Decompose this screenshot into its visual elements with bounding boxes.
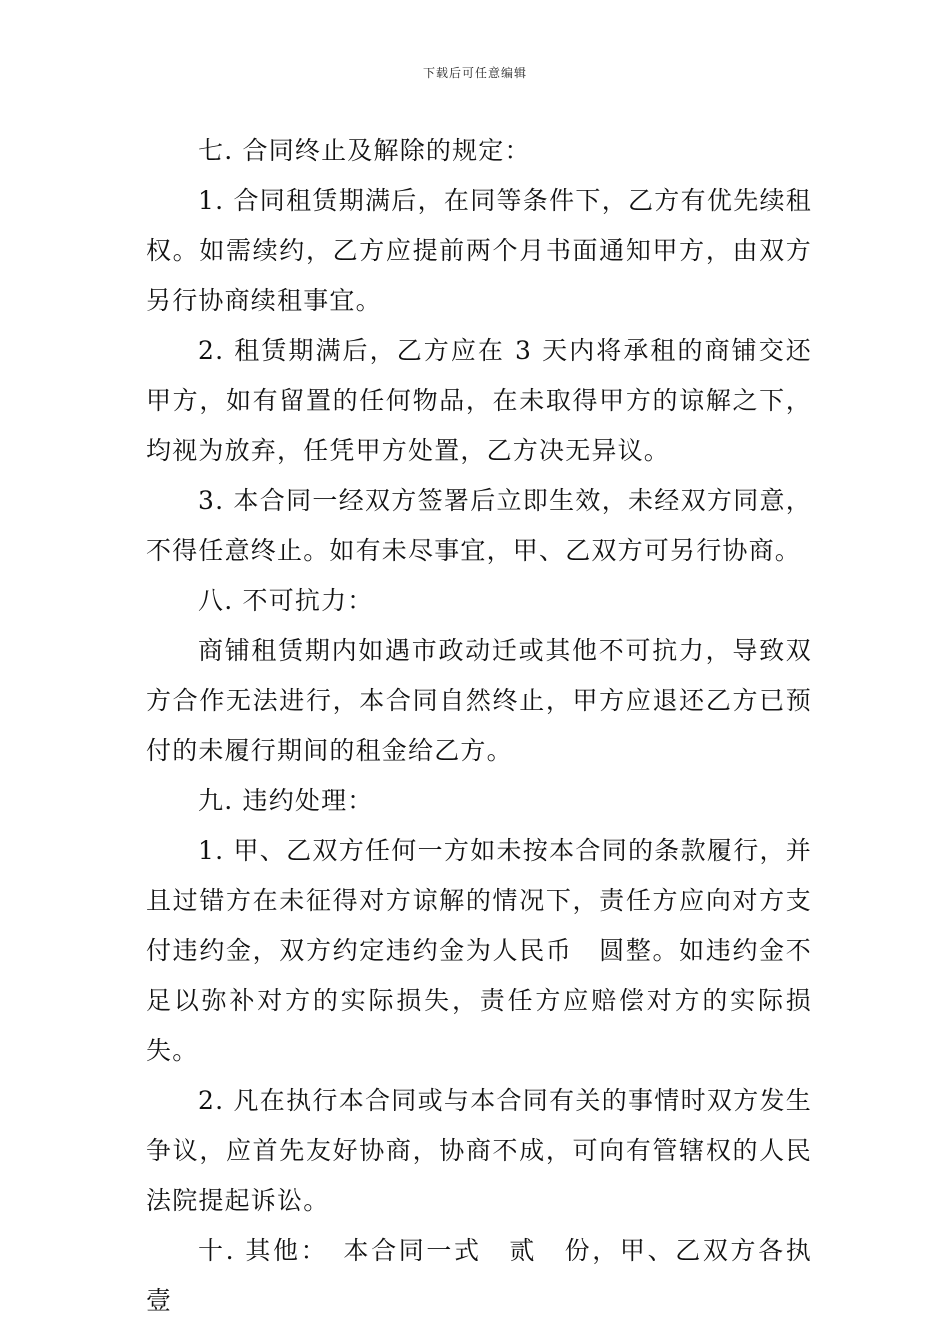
page-header-note: 下载后可任意编辑 [422, 66, 527, 80]
section-7-clause-3: 3. 本合同一经双方签署后立即生效，未经双方同意，不得任意终止。如有未尽事宜，甲、乙双方可另行协商。 [146, 486, 812, 565]
section-8-body: 商铺租赁期内如遇市政动迁或其他不可抗力，导致双方合作无法进行，本合同自然终止，甲方应退还乙方已预付的未履行期间的租金给乙方。 [146, 636, 812, 765]
document-body [146, 126, 839, 1326]
section-10-heading: 十. 其他： 本合同一式 贰 份，甲、乙双方各执 壹 [146, 1236, 839, 1315]
section-9-clause-2: 2. 凡在执行本合同或与本合同有关的事情时双方发生争议，应首先友好协商，协商不成，可向有管辖权的人民法院提起诉讼。 [146, 1086, 812, 1215]
section-7-clause-1: 1. 合同租赁期满后，在同等条件下，乙方有优先续租权。如需续约，乙方应提前两个月书面通知甲方，由双方另行协商续租事宜。 [146, 186, 812, 315]
section-7-clause-2: 2. 租赁期满后，乙方应在 3 天内将承租的商铺交还甲方，如有留置的任何物品，在未取得甲方的谅解之下，均视为放弃，任凭甲方处置，乙方决无异议。 [146, 336, 812, 465]
section-7-heading: 七. 合同终止及解除的规定： [198, 136, 531, 165]
section-9-heading: 九. 违约处理： [198, 786, 374, 815]
section-8-heading: 八. 不可抗力： [198, 586, 374, 615]
section-9-clause-1: 1. 甲、乙双方任何一方如未按本合同的条款履行，并且过错方在未征得对方谅解的情况下，责任方应向对方支付违约金，双方约定违约金为人民币 圆整。如违约金不足以弥补对方的实际损失，责任方应赔偿对方的实际损失。 [146, 836, 812, 1065]
